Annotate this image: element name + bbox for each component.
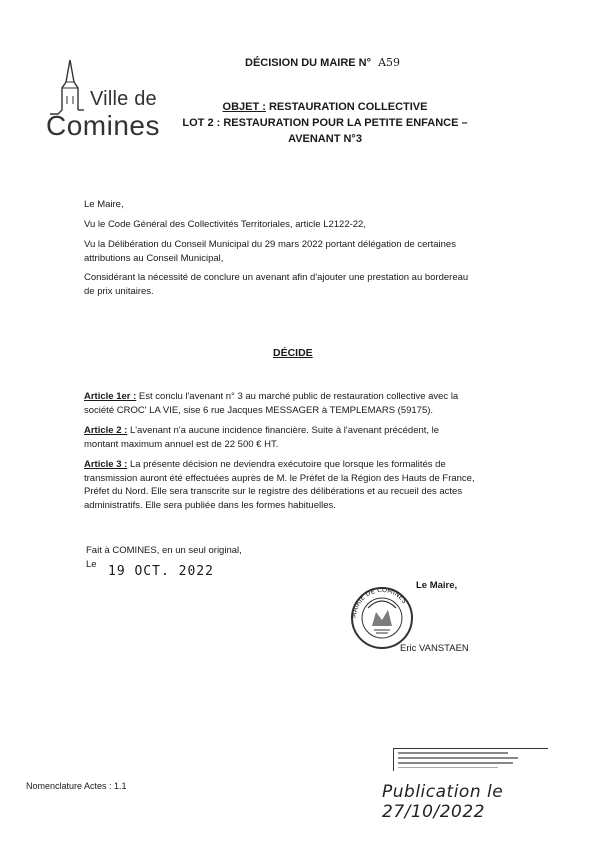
transmission-stamp [393, 748, 548, 771]
considerant-line1: Considérant la nécessité de conclure un avenant afin d'ajouter une prestation au bordereau [84, 272, 469, 283]
le-maire-signature-label: Le Maire, [416, 580, 458, 591]
decision-title [245, 56, 400, 69]
article-3-line3: Préfet du Nord. Elle sera transcrite sur le registre des délibérations et au recueil des actes [84, 486, 463, 497]
fait-a: Fait à COMINES, en un seul original, [86, 545, 242, 556]
nomenclature-actes: Nomenclature Actes : 1.1 [26, 781, 127, 791]
article-3 [84, 458, 516, 512]
article-1-line1: Est conclu l'avenant n° 3 au marché public de restauration collective avec la [138, 391, 459, 402]
objet-line2: LOT 2 : RESTAURATION POUR LA PETITE ENFANCE – [182, 117, 468, 129]
article-1-label: Article 1er : [84, 391, 137, 402]
considerant-line2: de prix unitaires. [84, 285, 154, 297]
vu-code: Vu le Code Général des Collectivités Territoriales, article L2122-22, [84, 219, 366, 230]
seal-text: MAIRIE DE COMINES [349, 585, 409, 619]
article-1-line2: société CROC' LA VIE, sise 6 rue Jacques MESSAGER à TEMPLEMARS (59175). [84, 404, 434, 416]
decision-label: DÉCISION DU MAIRE N° [245, 57, 372, 69]
logo-line1: Ville de [90, 88, 157, 110]
article-2-line1: L'avenant n'a aucune incidence financière. Suite à l'avenant précédent, le [129, 425, 440, 436]
article-3-label: Article 3 : [84, 459, 128, 470]
objet-line1: RESTAURATION COLLECTIVE [268, 101, 428, 113]
article-2-line2: montant maximum annuel est de 22 500 € HT. [84, 438, 279, 450]
city-logo [44, 58, 164, 142]
vu-deliberation [84, 238, 516, 265]
article-3-line2: transmission auront été effectuées auprès de M. le Préfet de la Région des Hauts de France, [84, 472, 475, 484]
decision-number: A59 [378, 56, 401, 69]
article-3-line4: administratifs. Elle sera publiée dans les formes habituelles. [84, 499, 336, 511]
article-2 [84, 424, 516, 451]
vu-deliberation-line2: attributions au Conseil Municipal, [84, 252, 224, 264]
decide-heading: DÉCIDE [273, 347, 313, 359]
mayor-name: Eric VANSTAEN [400, 643, 469, 654]
article-1 [84, 390, 516, 417]
vu-deliberation-line1: Vu la Délibération du Conseil Municipal du 29 mars 2022 portant délégation de certaines [84, 239, 456, 250]
logo-line2: Comines [46, 110, 160, 141]
svg-text:MAIRIE DE COMINES [350, 586, 409, 618]
objet-prefix: OBJET : [222, 101, 266, 113]
le-label: Le [86, 559, 97, 570]
objet-line3: AVENANT N°3 [288, 133, 362, 145]
le-maire-intro: Le Maire, [84, 199, 124, 210]
publication-date-handwritten: Publication le 27/10/2022 [382, 782, 504, 822]
date-stamp: 19 OCT. 2022 [108, 564, 214, 579]
considerant [84, 271, 516, 298]
article-2-label: Article 2 : [84, 425, 128, 436]
article-3-line1: La présente décision ne deviendra exécutoire que lorsque les formalités de [129, 459, 446, 470]
objet-block [160, 99, 490, 147]
